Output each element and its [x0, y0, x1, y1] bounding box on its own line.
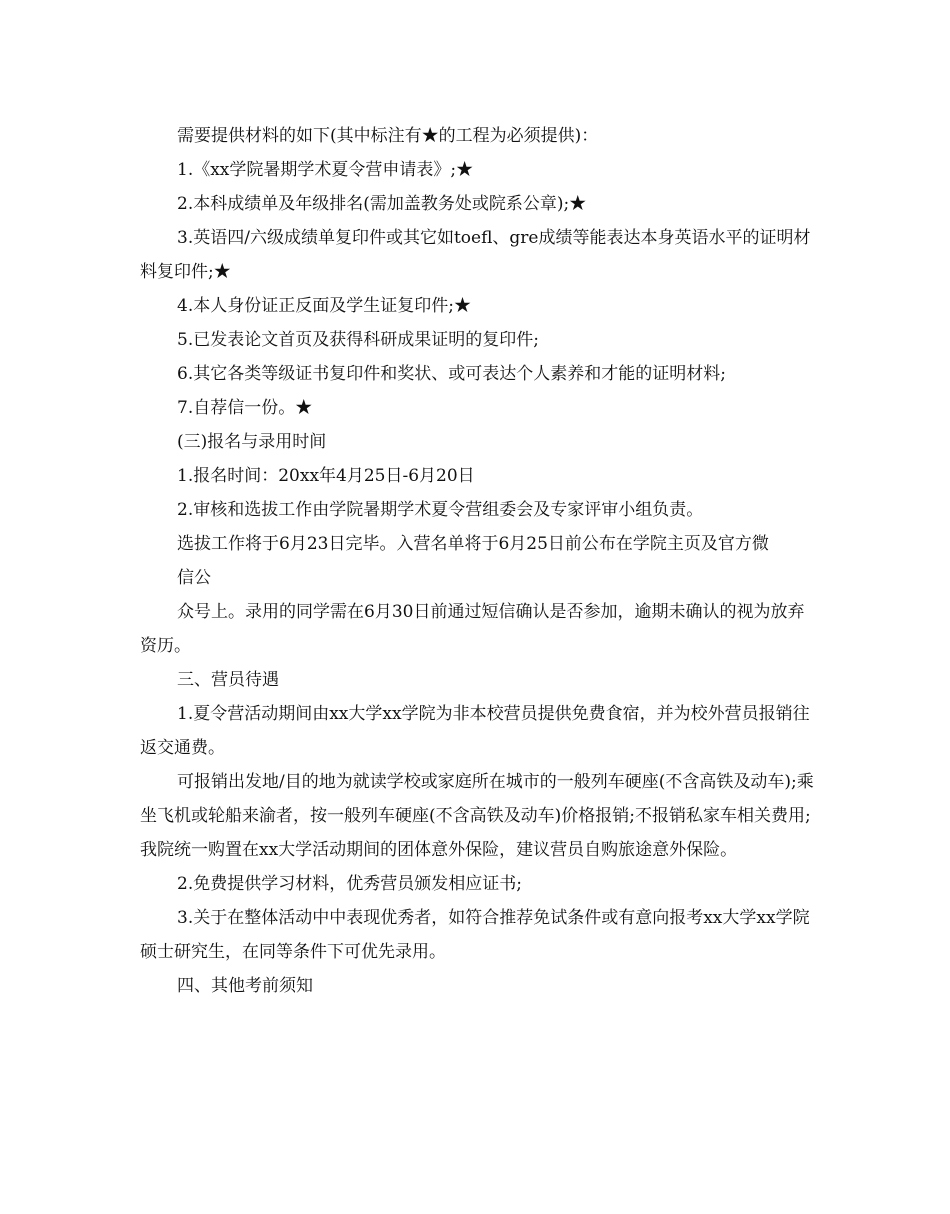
- benefit-item-1: 1.夏令营活动期间由xx大学xx学院为非本校营员提供免费食宿，并为校外营员报销往返交通费。: [140, 704, 810, 758]
- material-item-7: 7.自荐信一份。★: [177, 398, 313, 418]
- material-item-5: 5.已发表论文首页及获得科研成果证明的复印件;: [177, 330, 539, 350]
- benefit-item-2: 2.免费提供学习材料，优秀营员颁发相应证书;: [177, 874, 522, 894]
- reimbursement-details: 可报销出发地/目的地为就读学校或家庭所在城市的一般列车硬座(不含高铁及动车);乘坐飞机或轮船来渝者，按一般列车硬座(不含高铁及动车)价格报销;不报销私家车相关费用;我院统一购置在xx大学活动期间的团体意外保险，建议营员自购旅途意外保险。: [140, 772, 814, 860]
- material-item-6: 6.其它各类等级证书复印件和奖状、或可表达个人素养和才能的证明材料;: [177, 364, 726, 384]
- document-body: [140, 119, 820, 1003]
- confirmation-notice: 众号上。录用的同学需在6月30日前通过短信确认是否参加，逾期未确认的视为放弃资历。: [140, 602, 805, 656]
- material-item-2: 2.本科成绩单及年级排名(需加盖教务处或院系公章);★: [177, 194, 587, 214]
- selection-completion: 选拔工作将于6月23日完毕。入营名单将于6月25日前公布在学院主页及官方微: [177, 534, 769, 554]
- material-item-4: 4.本人身份证正反面及学生证复印件;★: [177, 296, 471, 316]
- benefit-item-3: 3.关于在整体活动中中表现优秀者，如符合推荐免试条件或有意向报考xx大学xx学院硕士研究生，在同等条件下可优先录用。: [140, 908, 810, 962]
- review-selection: 2.审核和选拔工作由学院暑期学术夏令营组委会及专家评审小组负责。: [177, 500, 704, 520]
- material-item-3: 3.英语四/六级成绩单复印件或其它如toefl、gre成绩等能表达本身英语水平的证明材料复印件;★: [140, 228, 811, 282]
- registration-time: 1.报名时间：20xx年4月25日-6月20日: [177, 466, 475, 486]
- materials-intro: 需要提供材料的如下(其中标注有★的工程为必须提供)：: [177, 126, 599, 146]
- section-heading-registration: (三)报名与录用时间: [177, 432, 327, 452]
- material-item-1: 1.《xx学院暑期学术夏令营申请表》;★: [177, 160, 474, 180]
- section-heading-other: 四、其他考前须知: [177, 976, 313, 996]
- section-heading-benefits: 三、营员待遇: [177, 670, 279, 690]
- selection-fragment: 信公: [177, 568, 211, 588]
